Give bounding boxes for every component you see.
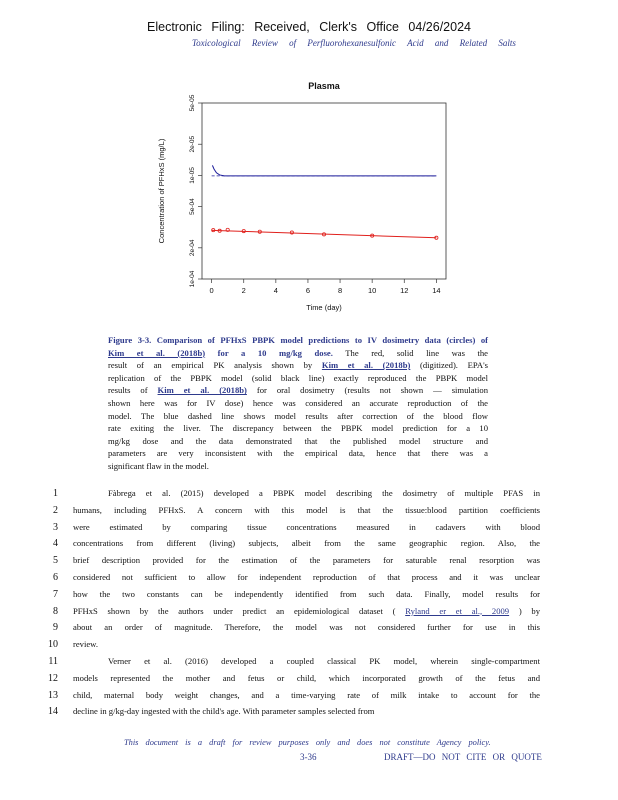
y-tick-label: 2e-05 (189, 135, 196, 153)
line-number: 10 (48, 639, 58, 651)
x-tick-label: 2 (241, 286, 246, 295)
caption-text: results of (108, 385, 148, 396)
text-line (0, 522, 618, 539)
x-tick-label: 10 (367, 286, 377, 295)
text-line (0, 706, 618, 723)
line-text: review. (73, 639, 98, 650)
caption-line-8: rate exiting the liver. The discrepancy between the PBPK model prediction for a 10 (108, 423, 488, 434)
x-tick-label: 8 (337, 286, 343, 295)
line-text-part: ) by (518, 605, 541, 616)
caption-label: Figure 3-3. Comparison of PFHxS PBPK model predictions to IV dosimetry data (circles) of (108, 335, 488, 345)
line-number: 1 (53, 488, 58, 499)
y-axis-label: Concentration of PFHxS (mg/L) (157, 138, 166, 244)
x-tick-label: 6 (305, 286, 311, 295)
text-line (0, 690, 618, 707)
line-number: 5 (53, 555, 58, 567)
x-tick-label: 0 (209, 286, 214, 295)
caption-line-10: parameters are very inconsistent with the empirical data, hence that there was a (108, 448, 488, 459)
page-number: 3-36 (300, 752, 317, 762)
caption-line-7: model. The blue dashed line shows model results after correction of the blood flow (108, 410, 488, 421)
line-number: 2 (53, 504, 58, 516)
line-number: 6 (53, 572, 58, 583)
line-text: decline in g/kg-day ingested with the child's age. With parameter samples selected from (73, 706, 375, 717)
line-number: 3 (53, 521, 58, 533)
line-number: 8 (53, 605, 58, 617)
caption-line-11: significant flaw in the model. (108, 460, 209, 471)
text-line (0, 555, 618, 572)
caption-line-3 (108, 359, 488, 372)
line-text (73, 606, 540, 616)
caption-text: (digitized). EPA's (420, 360, 488, 371)
text-line (0, 538, 618, 555)
text-line (0, 505, 618, 522)
text-line (0, 572, 618, 589)
line-text: child, maternal body weight changes, and a time-varying rate of milk intake to account for the (73, 689, 540, 700)
text-line (0, 488, 618, 505)
caption-line-4: replication of the PBPK model (solid black line) exactly reproduced the PBPK model (108, 372, 488, 383)
caption-text: result of an empirical PK analysis shown by (108, 360, 313, 371)
text-line (0, 589, 618, 606)
caption-text: The red, solid line was the (345, 347, 488, 358)
caption-label-end: for a 10 mg/kg dose. (217, 347, 333, 358)
line-text: about an order of magnitude. Therefore, the model was not considered further for use in this (73, 622, 540, 633)
line-text: brief description provided for the estimation of the parameters for saturable renal resorption was (73, 555, 540, 566)
line-number: 11 (48, 656, 58, 667)
plasma-chart (150, 76, 470, 316)
line-text: Verner et al. (2016) developed a coupled classical PK model, wherein single-compartment (108, 656, 540, 666)
citation-link[interactable]: Kim et al. (2018b) (108, 347, 206, 358)
y-tick-label: 1e-04 (189, 270, 196, 288)
y-tick-label: 5e-05 (189, 94, 196, 112)
draft-notice: DRAFT—DO NOT CITE OR QUOTE (384, 752, 542, 762)
text-line (0, 656, 618, 673)
line-text: Fàbrega et al. (2015) developed a PBPK model describing the dosimetry of multiple PFAS in (108, 488, 540, 498)
y-tick-label: 2e-04 (189, 239, 196, 257)
caption-line-6: shown here was for IV dose) hence was considered an accurate reproduction of the (108, 397, 488, 408)
citation-link[interactable]: Ryland er et al., 2009 (405, 605, 510, 616)
footer-disclaimer: This document is a draft for review purposes only and does not constitute Agency policy. (124, 738, 491, 747)
chart-title: Plasma (308, 81, 340, 91)
text-line (0, 673, 618, 690)
caption-line-1 (108, 334, 488, 347)
line-number: 7 (53, 588, 58, 600)
line-text: how the two constants can be independently identified from such data. Finally, model results for (73, 588, 540, 599)
line-text: humans, including PFHxS. A concern with this model is that the tissue:blood partition coefficients (73, 504, 540, 515)
line-number: 14 (48, 706, 58, 718)
running-title: Toxicological Review of Perfluorohexanesulfonic Acid and Related Salts (192, 38, 516, 48)
caption-line-9: mg/kg dose and the data demonstrated that the published model structure and (108, 435, 488, 446)
line-text-part: PFHxS shown by the authors under predict an epidemiological dataset ( (73, 605, 396, 616)
filing-stamp: Electronic Filing: Received, Clerk's Office 04/26/2024 (147, 20, 471, 34)
figure-caption (108, 334, 488, 473)
line-number: 12 (48, 672, 58, 684)
citation-link[interactable]: Kim et al. (2018b) (321, 360, 411, 371)
plot-frame (202, 103, 446, 279)
line-number: 4 (53, 538, 58, 550)
line-text: models represented the mother and fetus or child, which incorporated growth of the fetus and (73, 672, 540, 683)
caption-text: for oral dosimetry (results not shown — simulation (256, 385, 488, 396)
x-axis-label: Time (day) (306, 303, 342, 312)
y-tick-label: 5e-04 (189, 198, 196, 215)
x-tick-label: 12 (400, 286, 409, 295)
citation-link[interactable]: Kim et al. (2018b) (157, 385, 247, 396)
line-text: were estimated by comparing tissue concentrations measured in cadavers with blood (73, 521, 540, 532)
caption-line-2 (108, 347, 488, 360)
text-line (0, 622, 618, 639)
text-line (0, 606, 618, 623)
y-tick-label: 1e-05 (189, 167, 196, 184)
x-tick-label: 4 (273, 286, 278, 295)
caption-line-5 (108, 384, 488, 397)
line-number: 9 (53, 622, 58, 634)
line-text: considered not sufficient to allow for independent reproduction of that process and it was unclear (73, 572, 540, 582)
x-tick-label: 14 (432, 286, 441, 295)
text-line (0, 639, 618, 656)
line-number: 13 (48, 689, 58, 701)
line-text: concentrations from different (living) subjects, albeit from the same geographic region. Also, the (73, 538, 540, 549)
series-line (212, 165, 436, 175)
